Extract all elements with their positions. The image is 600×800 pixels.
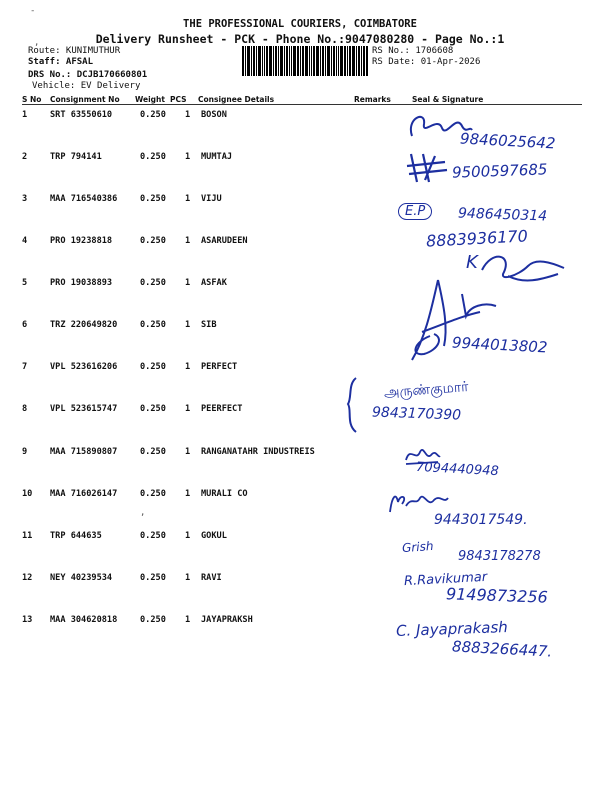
cell-sno: 2 (22, 152, 28, 162)
handwritten-initial: K (466, 252, 478, 273)
cell-sno: 10 (22, 489, 33, 499)
cell-consignment: MAA 716540386 (50, 194, 118, 204)
handwritten-phone: 9843178278 (458, 549, 541, 564)
table-row (0, 404, 600, 418)
cell-consignee: SIB (201, 320, 217, 330)
table-row (0, 194, 600, 208)
col-pcs: PCS (170, 95, 187, 104)
handwritten-phone: 8883266447. (451, 637, 553, 661)
cell-consignment: MAA 715890807 (50, 447, 118, 457)
cell-sno: 6 (22, 320, 28, 330)
cell-consignee: RAVI (201, 573, 222, 583)
cell-pcs: 1 (185, 531, 191, 541)
cell-weight: 0.250 (140, 236, 166, 246)
cell-consignment: PRO 19238818 (50, 236, 113, 246)
cell-pcs: 1 (185, 404, 191, 414)
handwritten-name: R.Ravikumar (403, 569, 488, 590)
cell-weight: 0.250 (140, 573, 166, 583)
cell-weight: 0.250 (140, 278, 166, 288)
cell-consignment: VPL 523616206 (50, 362, 118, 372)
col-consignment: Consignment No (50, 95, 120, 104)
rs-date: RS Date: 01-Apr-2026 (372, 57, 481, 67)
cell-consignee: MURALI CO (201, 489, 248, 499)
cell-pcs: 1 (185, 447, 191, 457)
cell-consignment: PRO 19038893 (50, 278, 113, 288)
drs-number: DRS No.: DCJB170660801 (28, 70, 148, 80)
cell-pcs: 1 (185, 278, 191, 288)
stray-mark: , (140, 508, 146, 518)
scan-mark: - (30, 6, 36, 16)
cell-weight: 0.250 (140, 194, 166, 204)
cell-consignment: NEY 40239534 (50, 573, 113, 583)
handwritten-name: Grish (401, 538, 434, 556)
cell-consignee: ASARUDEEN (201, 236, 248, 246)
cell-sno: 8 (22, 404, 28, 414)
company-title: THE PROFESSIONAL COURIERS, COIMBATORE (183, 18, 417, 30)
table-row (0, 110, 600, 124)
handwritten-name: அருண்குமார் (383, 379, 469, 401)
cell-consignment: TRP 794141 (50, 152, 102, 162)
vehicle-label: Vehicle: EV Delivery (32, 81, 141, 91)
cell-consignee: PERFECT (201, 362, 238, 372)
handwritten-phone: 9149873256 (445, 584, 549, 607)
col-weight: Weight (135, 95, 165, 104)
route-label: Route: KUNIMUTHUR (28, 46, 121, 56)
cell-weight: 0.250 (140, 152, 166, 162)
cell-consignee: MUMTAJ (201, 152, 233, 162)
cell-sno: 11 (22, 531, 33, 541)
cell-pcs: 1 (185, 489, 191, 499)
cell-consignee: VIJU (201, 194, 222, 204)
cell-sno: 1 (22, 110, 28, 120)
cell-consignment: TRP 644635 (50, 531, 102, 541)
cell-sno: 7 (22, 362, 28, 372)
cell-weight: 0.250 (140, 110, 166, 120)
cell-pcs: 1 (185, 110, 191, 120)
cell-pcs: 1 (185, 152, 191, 162)
cell-weight: 0.250 (140, 531, 166, 541)
col-seal-signature: Seal & Signature (412, 95, 484, 104)
col-sno: S No (22, 95, 42, 104)
handwritten-phone: 9486450314 (457, 205, 548, 225)
rs-number: RS No.: 1706608 (372, 46, 454, 56)
handwritten-name: C. Jayaprakash (395, 618, 509, 640)
cell-pcs: 1 (185, 320, 191, 330)
col-consignee: Consignee Details (198, 95, 275, 104)
cell-pcs: 1 (185, 236, 191, 246)
table-row (0, 573, 600, 587)
scan-mark: , (34, 38, 40, 48)
cell-sno: 12 (22, 573, 33, 583)
cell-consignment: SRT 63550610 (50, 110, 113, 120)
runsheet-subtitle: Delivery Runsheet - PCK - Phone No.:9047080280 - Page No.:1 (95, 32, 505, 46)
cell-consignment: MAA 716026147 (50, 489, 118, 499)
signature-scribble (405, 150, 451, 186)
cell-weight: 0.250 (140, 362, 166, 372)
handwritten-phone: 9846025642 (459, 129, 556, 153)
table-row (0, 447, 600, 461)
col-remarks: Remarks (354, 95, 391, 104)
handwritten-phone: 8883936170 (425, 226, 529, 251)
handwritten-initials: E.P (398, 203, 432, 220)
cell-consignment: MAA 304620818 (50, 615, 118, 625)
cell-consignee: JAYAPRAKSH (201, 615, 253, 625)
cell-sno: 13 (22, 615, 33, 625)
cell-consignee: BOSON (201, 110, 227, 120)
cell-consignment: VPL 523615747 (50, 404, 118, 414)
cell-pcs: 1 (185, 194, 191, 204)
cell-consignee: ASFAK (201, 278, 227, 288)
staff-label: Staff: AFSAL (28, 57, 94, 67)
table-row (0, 320, 600, 334)
cell-consignee: PEERFECT (201, 404, 243, 414)
handwritten-phone: 9944013802 (451, 333, 548, 357)
cell-weight: 0.250 (140, 320, 166, 330)
cell-pcs: 1 (185, 362, 191, 372)
cell-weight: 0.250 (140, 447, 166, 457)
table-row (0, 362, 600, 376)
cell-sno: 3 (22, 194, 28, 204)
handwritten-phone: 9843170390 (371, 404, 462, 424)
cell-consignee: RANGANATAHR INDUSTREIS (201, 447, 315, 457)
cell-sno: 4 (22, 236, 28, 246)
cell-weight: 0.250 (140, 404, 166, 414)
cell-pcs: 1 (185, 573, 191, 583)
table-row (0, 531, 600, 545)
barcode-image (242, 46, 368, 76)
handwritten-phone: 7094440948 (415, 459, 500, 480)
handwritten-phone: 9500597685 (451, 160, 548, 182)
bracket-mark (342, 374, 364, 436)
cell-weight: 0.250 (140, 615, 166, 625)
handwritten-phone: 9443017549. (434, 512, 528, 528)
cell-pcs: 1 (185, 615, 191, 625)
header-rule (22, 104, 582, 105)
cell-consignment: TRZ 220649820 (50, 320, 118, 330)
table-row (0, 615, 600, 629)
cell-weight: 0.250 (140, 489, 166, 499)
table-row (0, 489, 600, 503)
cell-consignee: GOKUL (201, 531, 227, 541)
cell-sno: 5 (22, 278, 28, 288)
cell-sno: 9 (22, 447, 28, 457)
